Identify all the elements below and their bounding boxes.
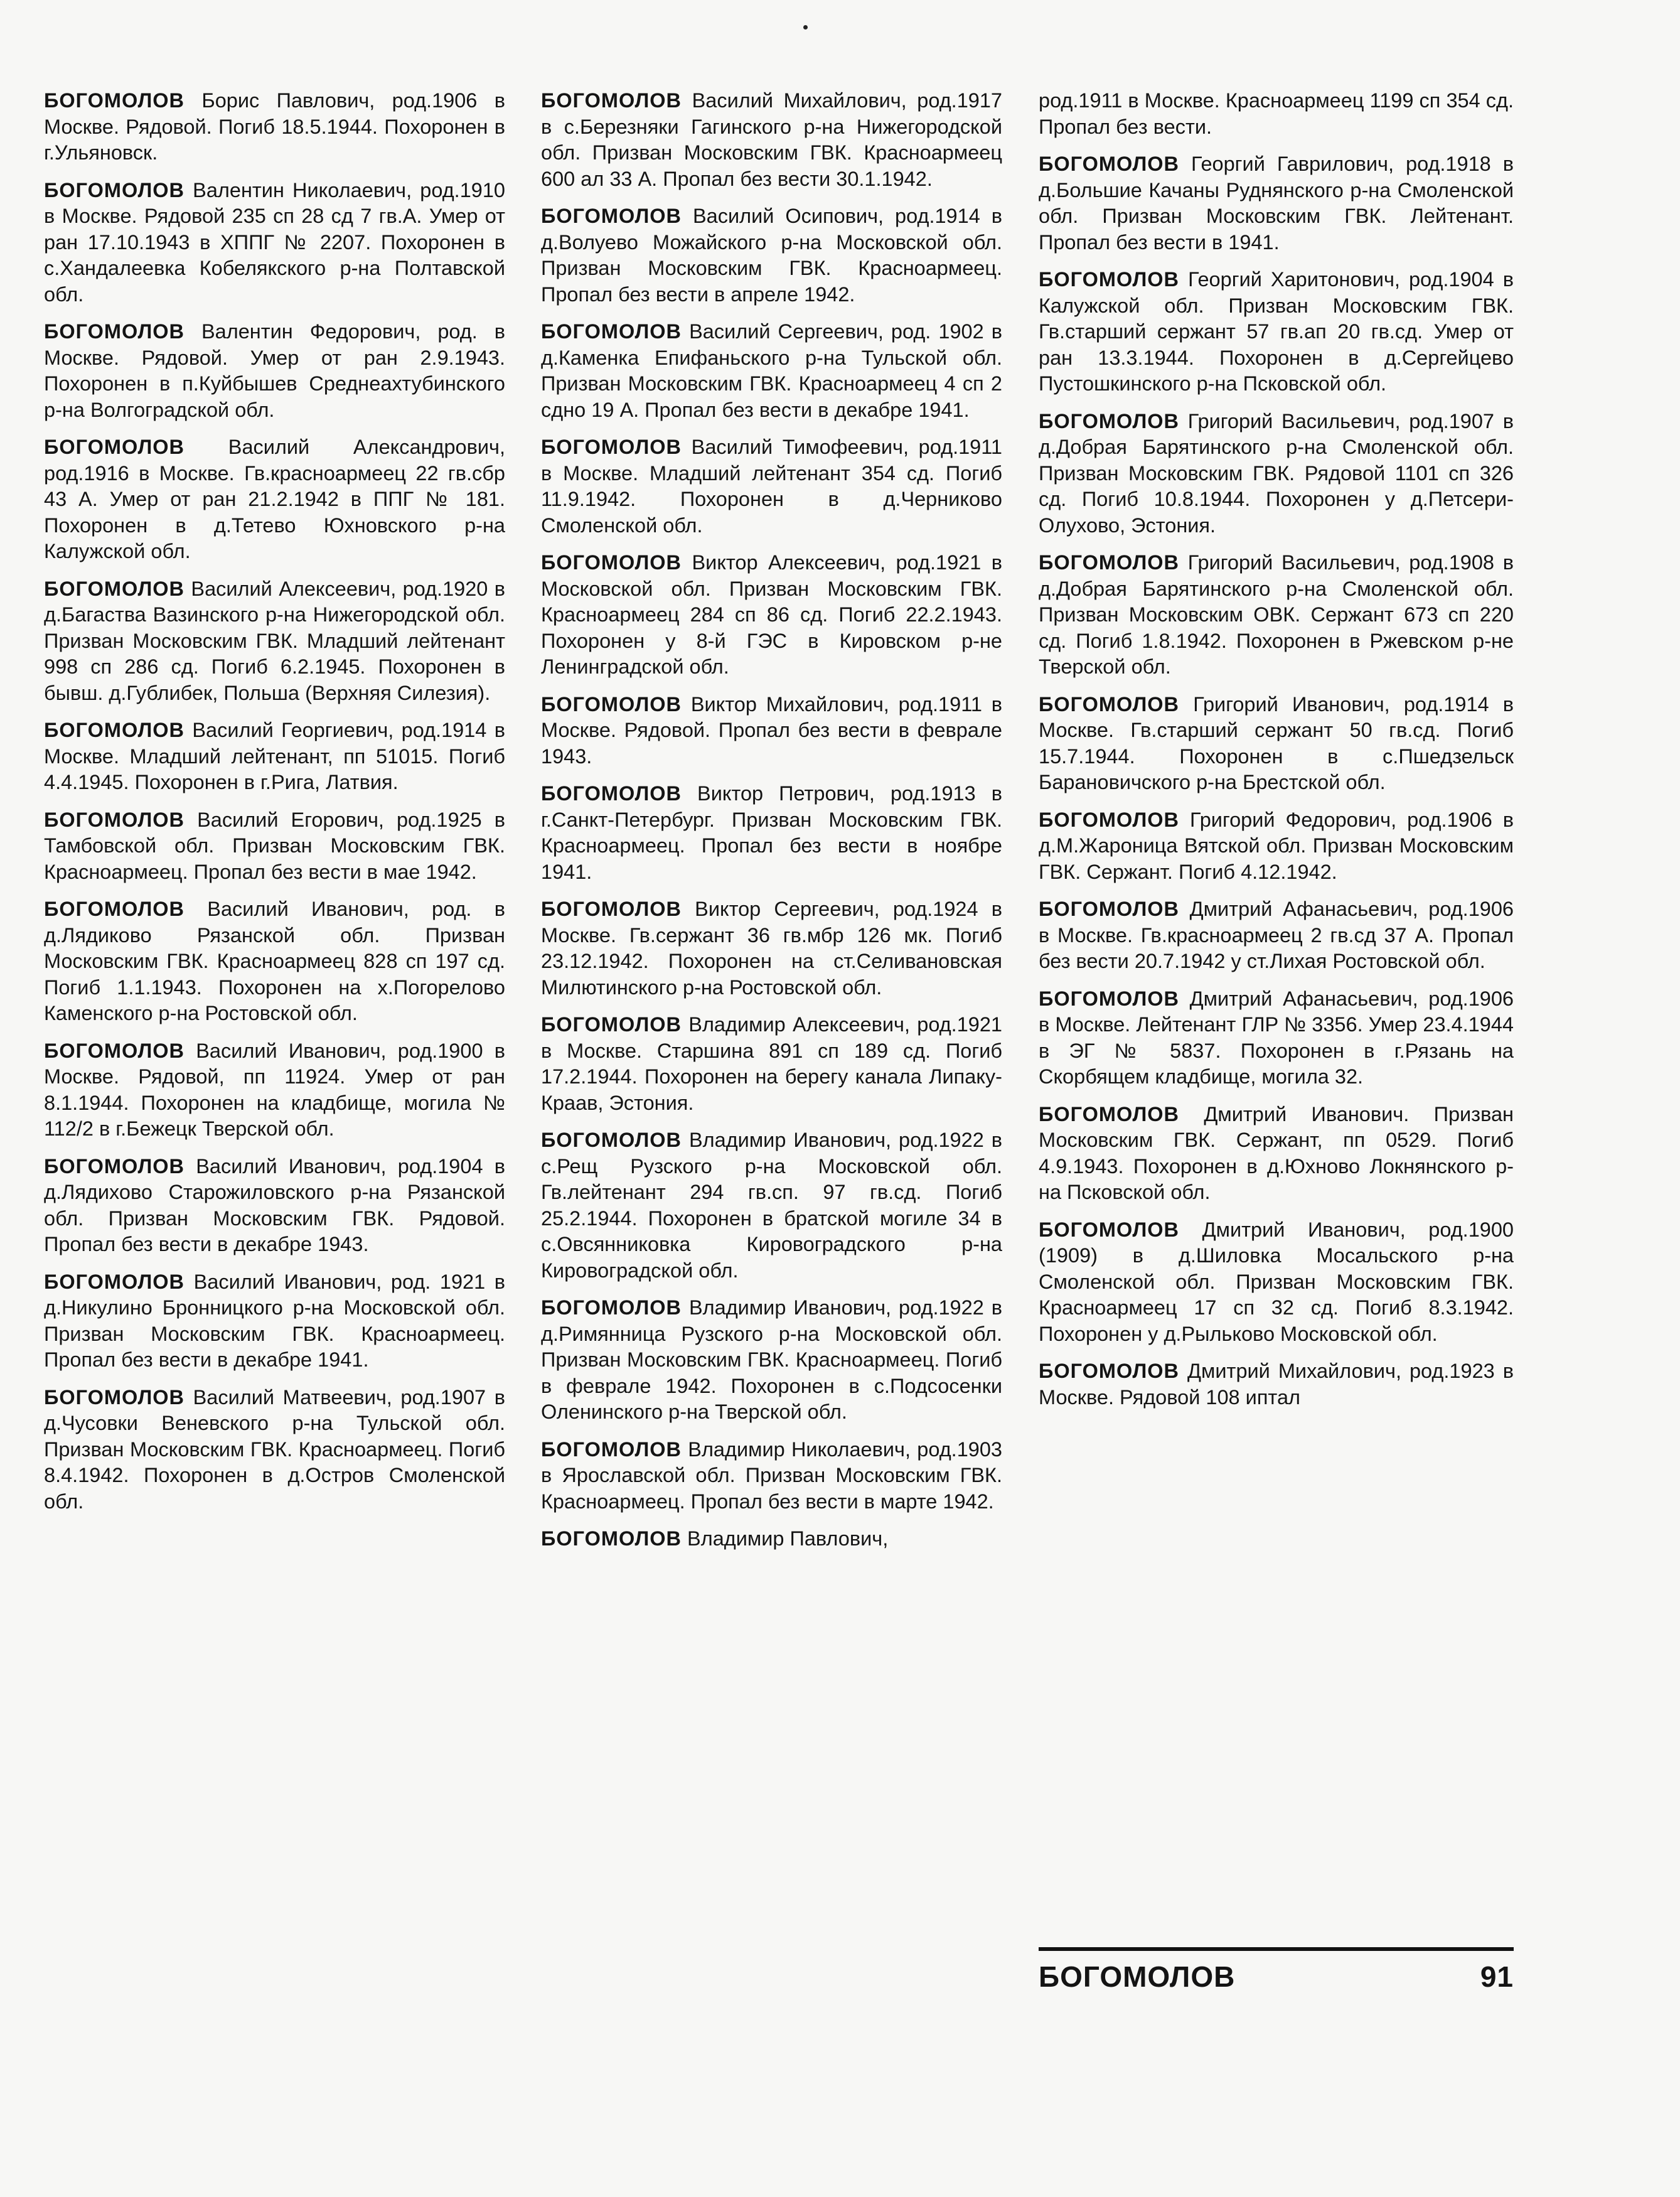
entry — [541, 781, 1002, 885]
entry — [541, 1437, 1002, 1515]
page-footer — [1039, 1947, 1514, 1994]
entry — [1039, 807, 1514, 886]
print-speck — [803, 25, 808, 30]
entry-surname: БОГОМОЛОВ — [44, 320, 185, 343]
entry-text: Дмитрий Афанасьевич, род.1906 в Москве. Гв.красноармеец 2 гв.сд 37 А. Пропал без вести 20.7.1942 у ст.Лихая Ростовской обл. — [1039, 898, 1514, 972]
entry-text: Василий Сергеевич, род. 1902 в д.Каменка Епифаньского р-на Тульской обл. Призван Московским ГВК. Красноармеец 4 сп 2 сдно 19 А. Пропал без вести в декабре 1941. — [541, 320, 1002, 421]
entry — [1039, 151, 1514, 255]
entry-text: Валентин Николаевич, род.1910 в Москве. Рядовой 235 сп 28 сд 7 гв.А. Умер от ран 17.10.1943 в ХППГ № 2207. Похоронен в с.Хандалеевка Кобелякского р-на Полтавской обл. — [44, 178, 505, 306]
entry-text: Дмитрий Иванович. Призван Московским ГВК. Сержант, пп 0529. Погиб 4.9.1943. Похоронен в д.Юхново Локнянского р-на Псковской обл. — [1039, 1102, 1514, 1203]
entry-surname: БОГОМОЛОВ — [541, 782, 682, 805]
entry-text: Дмитрий Михайлович, род.1923 в Москве. Рядовой 108 иптал — [1039, 1360, 1514, 1409]
column-1 — [44, 88, 505, 1526]
column-3 — [1039, 88, 1514, 1422]
column-2 — [541, 88, 1002, 1564]
entry-surname: БОГОМОЛОВ — [541, 436, 682, 458]
entry-surname: БОГОМОЛОВ — [541, 551, 682, 574]
entry-surname: БОГОМОЛОВ — [541, 1296, 682, 1319]
entry — [541, 1295, 1002, 1426]
entry-surname: БОГОМОЛОВ — [1039, 268, 1180, 291]
entry-text: Григорий Васильевич, род.1908 в д.Добрая Барятинского р-на Смоленской обл. Призван Московским ОВК. Сержант 673 сп 220 сд. Погиб 1.8.1942. Похоронен в Ржевском р-не Тверской обл. — [1039, 551, 1514, 678]
entry-text: Василий Иванович, род. 1921 в д.Никулино Бронницкого р-на Московской обл. Призван Московским ГВК. Красноармеец. Пропал без вести в декабре 1941. — [44, 1270, 506, 1371]
entry-surname: БОГОМОЛОВ — [1039, 898, 1180, 920]
entry-surname: БОГОМОЛОВ — [541, 89, 682, 112]
entry-text: Виктор Сергеевич, род.1924 в Москве. Гв.сержант 36 гв.мбр 126 мк. Погиб 23.12.1942. Похоронен на ст.Селивановская Милютинского р-на Ростовской обл. — [541, 898, 1002, 999]
entry-text: Владимир Иванович, род.1922 в д.Римянница Рузского р-на Московской обл. Призван Московским ГВК. Красноармеец. Погиб в феврале 1942. Похоронен в с.Подсосенки Оленинского р-на Тверской обл. — [541, 1296, 1003, 1423]
entry — [541, 1526, 1002, 1552]
running-head: БОГОМОЛОВ — [1039, 1960, 1236, 1993]
entry — [541, 319, 1002, 423]
entry-text: Владимир Николаевич, род.1903 в Ярославской обл. Призван Московским ГВК. Красноармеец. Пропал без вести в марте 1942. — [541, 1437, 1002, 1513]
entry-surname: БОГОМОЛОВ — [1039, 1218, 1180, 1241]
entry-surname: БОГОМОЛОВ — [541, 320, 682, 343]
entry — [541, 434, 1002, 539]
entry-text: Владимир Алексеевич, род.1921 в Москве. Старшина 891 сп 189 сд. Погиб 17.2.1944. Похоронен на берегу канала Липаку-Краав, Эстония. — [541, 1013, 1003, 1114]
entry-surname: БОГОМОЛОВ — [541, 898, 682, 920]
entry-surname: БОГОМОЛОВ — [541, 1013, 682, 1036]
entry — [44, 717, 505, 796]
entry-text: Дмитрий Иванович, род.1900 (1909) в д.Шиловка Мосальского р-на Смоленской обл. Призван Московским ГВК. Красноармеец 17 сп 32 сд. Погиб 8.3.1942. Похоронен у д.Рыльково Московской обл. — [1039, 1218, 1514, 1345]
entry — [1039, 1217, 1514, 1348]
entry — [1039, 409, 1514, 539]
entry-text: Василий Иванович, род.1900 в Москве. Рядовой, пп 11924. Умер от ран 8.1.1944. Похоронен на кладбище, могила № 112/2 в г.Бежецк Тверской обл. — [44, 1039, 505, 1140]
entry-text: Дмитрий Афанасьевич, род.1906 в Москве. Лейтенант ГЛР № 3356. Умер 23.4.1944 в ЭГ № 5837. Похоронен в г.Рязань на Скорбящем кладбище, могила 32. — [1039, 987, 1514, 1088]
entry-text: Василий Тимофеевич, род.1911 в Москве. Младший лейтенант 354 сд. Погиб 11.9.1942. Похоронен в д.Черниково Смоленской обл. — [541, 436, 1002, 537]
entry-surname: БОГОМОЛОВ — [44, 436, 185, 458]
entry — [44, 576, 505, 707]
entry-text: Григорий Иванович, род.1914 в Москве. Гв.старший сержант 50 гв.сд. Погиб 15.7.1944. Похоронен в с.Пшедзельск Барановичского р-на Брестской обл. — [1039, 692, 1514, 793]
entry — [44, 434, 505, 565]
entry-text: Василий Матвеевич, род.1907 в д.Чусовки Веневского р-на Тульской обл. Призван Московским ГВК. Красноармеец. Погиб 8.4.1942. Похоронен в д.Остров Смоленской обл. — [44, 1385, 505, 1513]
entry-surname: БОГОМОЛОВ — [541, 205, 682, 227]
entry-text: Георгий Харитонович, род.1904 в Калужской обл. Призван Московским ГВК. Гв.старший сержант 57 гв.ап 20 гв.сд. Умер от ран 13.3.1944. Похоронен в д.Сергейцево Пустошкинского р-на Псковской обл. — [1039, 268, 1514, 395]
entry-surname: БОГОМОЛОВ — [1039, 692, 1180, 716]
entry-surname: БОГОМОЛОВ — [1039, 153, 1180, 175]
entry — [44, 807, 505, 886]
entry-text: Василий Георгиевич, род.1914 в Москве. Младший лейтенант, пп 51015. Погиб 4.4.1945. Похоронен в г.Рига, Латвия. — [44, 719, 505, 793]
entry — [1039, 1358, 1514, 1410]
entry-text: Василий Иванович, род. в д.Лядиково Рязанской обл. Призван Московским ГВК. Красноармеец 828 сп 197 сд. Погиб 1.1.1943. Похоронен на х.Погорелово Каменского р-на Ростовской обл. — [44, 898, 505, 1024]
entry-text: Виктор Алексеевич, род.1921 в Московской обл. Призван Московским ГВК. Красноармеец 284 сп 86 сд. Погиб 22.2.1943. Похоронен у 8-й ГЭС в Кировском р-не Ленинградской обл. — [541, 551, 1003, 678]
entry — [44, 319, 505, 423]
entry-text: Василий Осипович, род.1914 в д.Волуево Можайского р-на Московской обл. Призван Московским ГВК. Красноармеец. Пропал без вести в апреле 1942. — [541, 205, 1002, 306]
entry-surname: БОГОМОЛОВ — [1039, 551, 1180, 574]
entry — [541, 1127, 1002, 1284]
entry — [541, 692, 1002, 770]
entry-surname: БОГОМОЛОВ — [44, 1270, 185, 1293]
entry-surname: БОГОМОЛОВ — [44, 89, 185, 112]
entry-text: Василий Александрович, род.1916 в Москве. Гв.красноармеец 22 гв.сбр 43 А. Умер от ран 21.2.1942 в ППГ № 181. Похоронен в д.Тетево Юхновского р-на Калужской обл. — [44, 436, 506, 562]
entry-text: Василий Иванович, род.1904 в д.Лядихово Старожиловского р-на Рязанской обл. Призван Московским ГВК. Рядовой. Пропал без вести в декабре 1943. — [44, 1154, 505, 1255]
entry — [1039, 986, 1514, 1090]
entry-surname: БОГОМОЛОВ — [1039, 987, 1180, 1010]
entry — [44, 178, 505, 308]
entry — [44, 1385, 505, 1515]
entry-surname: БОГОМОЛОВ — [44, 1385, 185, 1409]
footer-row — [1039, 1960, 1514, 1994]
entry — [44, 1269, 505, 1373]
entry-surname: БОГОМОЛОВ — [1039, 409, 1180, 432]
entry-text: Владимир Павлович, — [687, 1527, 889, 1550]
entry-surname: БОГОМОЛОВ — [541, 1437, 682, 1461]
entry-surname: БОГОМОЛОВ — [44, 1154, 185, 1178]
entry-text: род.1911 в Москве. Красноармеец 1199 сп 354 сд. Пропал без вести. — [1039, 89, 1514, 138]
entry — [541, 203, 1002, 308]
entry — [541, 88, 1002, 192]
entry — [44, 1154, 505, 1258]
entry-text: Василий Алексеевич, род.1920 в д.Багаства Вазинского р-на Нижегородской обл. Призван Московским ГВК. Младший лейтенант 998 сп 286 сд. Погиб 6.2.1945. Похоронен в бывш. д.Гублибек, Польша (Верхняя Силезия). — [44, 577, 506, 704]
entry-surname: БОГОМОЛОВ — [44, 719, 185, 741]
entry-surname: БОГОМОЛОВ — [44, 1039, 185, 1062]
entry — [1039, 692, 1514, 796]
footer-rule — [1039, 1947, 1514, 1951]
entry — [1039, 267, 1514, 397]
entry-surname: БОГОМОЛОВ — [44, 577, 185, 600]
entry-surname: БОГОМОЛОВ — [541, 1527, 682, 1550]
entry-text: Виктор Михайлович, род.1911 в Москве. Рядовой. Пропал без вести в феврале 1943. — [541, 692, 1002, 768]
entry — [541, 1012, 1002, 1116]
entry-text: Виктор Петрович, род.1913 в г.Санкт-Петербург. Призван Московским ГВК. Красноармеец. Пропал без вести в ноябре 1941. — [541, 782, 1002, 883]
entry-surname: БОГОМОЛОВ — [1039, 1102, 1180, 1125]
entry-text: Василий Егорович, род.1925 в Тамбовской обл. Призван Московским ГВК. Красноармеец. Пропал без вести в мае 1942. — [44, 808, 506, 883]
entry — [44, 1038, 505, 1142]
entry — [1039, 896, 1514, 975]
entry — [541, 896, 1002, 1001]
entry — [1039, 1102, 1514, 1206]
entry-surname: БОГОМОЛОВ — [541, 1129, 682, 1151]
page-number: 91 — [1480, 1960, 1514, 1993]
entry-text: Георгий Гаврилович, род.1918 в д.Большие Качаны Руднянского р-на Смоленской обл. Призван Московским ГВК. Лейтенант. Пропал без вести в 1941. — [1039, 153, 1514, 254]
entry-text: Григорий Федорович, род.1906 в д.М.Жароница Вятской обл. Призван Московским ГВК. Сержант. Погиб 4.12.1942. — [1039, 808, 1514, 883]
entry-surname: БОГОМОЛОВ — [1039, 1360, 1180, 1382]
entry-surname: БОГОМОЛОВ — [541, 692, 682, 716]
entry — [1039, 550, 1514, 680]
entry — [1039, 88, 1514, 140]
entry-text: Владимир Иванович, род.1922 в с.Рещ Рузского р-на Московской обл. Гв.лейтенант 294 гв.сп. 97 гв.сд. Погиб 25.2.1944. Похоронен в братской могиле 34 в с.Овсянниковка Кировоградского р-на Кировоградской обл. — [541, 1129, 1003, 1282]
entry-text: Борис Павлович, род.1906 в Москве. Рядовой. Погиб 18.5.1944. Похоронен в г.Ульяновск. — [44, 89, 505, 164]
entry-surname: БОГОМОЛОВ — [1039, 808, 1180, 831]
entry — [44, 896, 505, 1027]
entry-surname: БОГОМОЛОВ — [44, 178, 185, 201]
entry-surname: БОГОМОЛОВ — [44, 808, 185, 831]
entry-surname: БОГОМОЛОВ — [44, 898, 185, 920]
entry-text: Валентин Федорович, род. в Москве. Рядовой. Умер от ран 2.9.1943. Похоронен в п.Куйбышев Среднеахтубинского р-на Волгоградской обл. — [44, 320, 505, 421]
entry — [44, 88, 505, 166]
entry — [541, 550, 1002, 680]
entry-text: Григорий Васильевич, род.1907 в д.Добрая Барятинского р-на Смоленской обл. Призван Московским ГВК. Рядовой 1101 сп 326 сд. Погиб 10.8.1944. Похоронен у д.Петсери-Олухово, Эстония. — [1039, 409, 1514, 537]
entry-text: Василий Михайлович, род.1917 в с.Березняки Гагинского р-на Нижегородской обл. Призван Московским ГВК. Красноармеец 600 ал 33 А. Пропал без вести 30.1.1942. — [541, 89, 1003, 190]
